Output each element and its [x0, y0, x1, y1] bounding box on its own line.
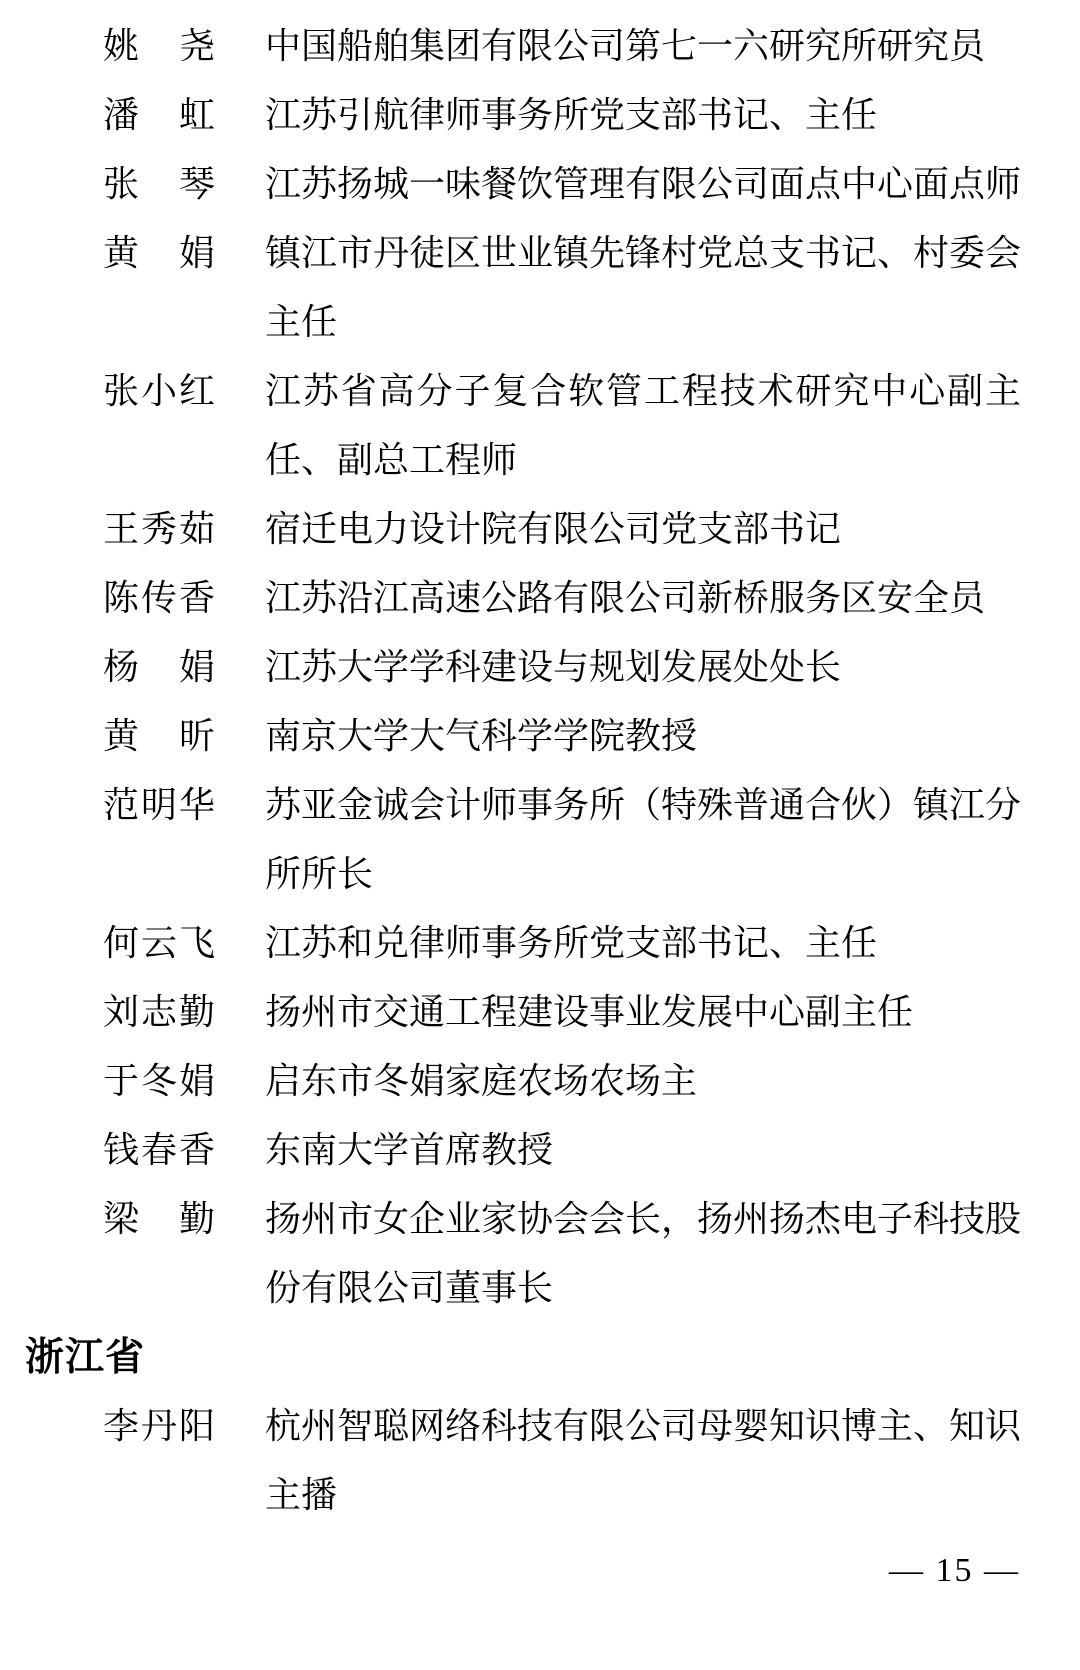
person-name: 于冬娟 [103, 1061, 215, 1101]
person-title: 南京大学大气科学学院教授 [265, 716, 698, 756]
person-title: 江苏省高分子复合软管工程技术研究中心副主任、副总工程师 [265, 371, 1021, 480]
person-name: 潘虹 [103, 95, 215, 135]
page-number: — 15 — [889, 1552, 1020, 1589]
person-name: 梁勤 [103, 1199, 215, 1239]
person-name: 张小红 [103, 371, 215, 411]
person-title: 镇江市丹徒区世业镇先锋村党总支书记、村委会主任 [265, 233, 1022, 342]
person-title: 扬州市交通工程建设事业发展中心副主任 [265, 992, 914, 1032]
person-title: 中国船舶集团有限公司第七一六研究所研究员 [265, 26, 986, 66]
person-title: 江苏大学学科建设与规划发展处处长 [265, 647, 842, 687]
honoree-entry [103, 12, 1030, 81]
honoree-list [25, 12, 1030, 1530]
honoree-entry [103, 978, 1030, 1047]
person-title: 江苏引航律师事务所党支部书记、主任 [265, 95, 878, 135]
honoree-entry [103, 150, 1030, 219]
person-name: 李丹阳 [103, 1406, 215, 1446]
person-name: 刘志勤 [103, 992, 215, 1032]
honoree-entry [103, 771, 1030, 909]
person-title: 扬州市女企业家协会会长，扬州扬杰电子科技股份有限公司董事长 [265, 1199, 1022, 1308]
honoree-entry [103, 909, 1030, 978]
person-title: 江苏扬城一味餐饮管理有限公司面点中心面点师 [265, 164, 1022, 204]
person-title: 江苏沿江高速公路有限公司新桥服务区安全员 [265, 578, 986, 618]
person-title: 江苏和兑律师事务所党支部书记、主任 [265, 923, 878, 963]
honoree-entry [103, 1116, 1030, 1185]
person-name: 陈传香 [103, 578, 215, 618]
honoree-entry [103, 1047, 1030, 1116]
honoree-entry [103, 1185, 1030, 1323]
honoree-entry [103, 81, 1030, 150]
person-title: 启东市冬娟家庭农场农场主 [265, 1061, 698, 1101]
person-title: 杭州智聪网络科技有限公司母婴知识博主、知识主播 [265, 1406, 1022, 1515]
person-title: 东南大学首席教授 [265, 1130, 554, 1170]
person-name: 张琴 [103, 164, 215, 204]
honoree-entry [103, 495, 1030, 564]
honoree-entry [103, 702, 1030, 771]
person-name: 杨娟 [103, 647, 215, 687]
person-name: 王秀茹 [103, 509, 215, 549]
honoree-entry [103, 633, 1030, 702]
honoree-entry [103, 219, 1030, 357]
person-name: 范明华 [103, 785, 215, 825]
person-name: 黄娟 [103, 233, 215, 273]
person-name: 姚尧 [103, 26, 215, 66]
person-title: 宿迁电力设计院有限公司党支部书记 [265, 509, 842, 549]
person-name: 黄昕 [103, 716, 215, 756]
honoree-entry [103, 357, 1030, 495]
person-name: 何云飞 [103, 923, 215, 963]
honoree-entry [103, 564, 1030, 633]
honoree-entry [103, 1392, 1030, 1530]
person-name: 钱春香 [103, 1130, 215, 1170]
section-header: 浙江省 [25, 1336, 146, 1379]
person-title: 苏亚金诚会计师事务所（特殊普通合伙）镇江分所所长 [265, 785, 1022, 894]
